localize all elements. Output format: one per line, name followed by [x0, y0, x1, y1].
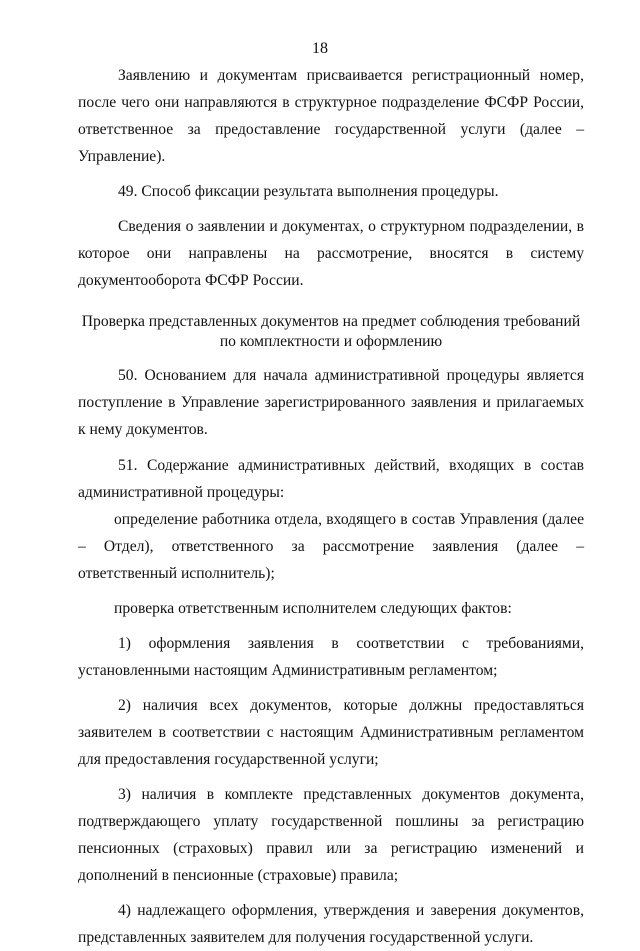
- list-item-3: 3) наличия в комплекте представленных документов документа, подтверждающего уплату государственной пошлины за регистрацию пенсионных (страховых) правил или за регистрацию изменений и дополнений в пенсионные (страховые) правила;: [78, 786, 584, 884]
- list-item-4: 4) надлежащего оформления, утверждения и заверения документов, представленных заявителем для получения государственной услуги.: [78, 902, 584, 946]
- paragraph-definition: определение работника отдела, входящего в состав Управления (далее – Отдел), ответственного за рассмотрение заявления (далее – ответственный исполнитель);: [78, 511, 584, 582]
- document-body: [78, 62, 584, 951]
- list-item-1: 1) оформления заявления в соответствии с требованиями, установленными настоящим Административным регламентом;: [78, 635, 584, 679]
- paragraph-50: 50. Основанием для начала административной процедуры является поступление в Управление зарегистрированного заявления и прилагаемых к нему документов.: [78, 367, 584, 438]
- paragraph-check: проверка ответственным исполнителем следующих фактов:: [114, 600, 512, 617]
- paragraph-registration: Заявлению и документам присваивается регистрационный номер, после чего они направляются в структурное подразделение ФСФР России, ответственное за предоставление государственной услуги (далее – Управление).: [78, 67, 584, 165]
- paragraph-51: 51. Содержание административных действий, входящих в состав административной процедуры:: [78, 457, 584, 501]
- paragraph-49: 49. Способ фиксации результата выполнения процедуры.: [118, 183, 499, 200]
- page-number: 18: [312, 40, 328, 57]
- list-item-2: 2) наличия всех документов, которые должны предоставляться заявителем в соответствии с настоящим Административным регламентом для предоставления государственной услуги;: [78, 697, 584, 768]
- paragraph-records: Сведения о заявлении и документах, о структурном подразделении, в которое они направлены на рассмотрение, вносятся в систему документооборота ФСФР России.: [78, 218, 584, 289]
- section-heading: Проверка представленных документов на предмет соблюдения требований по комплектности и оформлению: [81, 313, 581, 350]
